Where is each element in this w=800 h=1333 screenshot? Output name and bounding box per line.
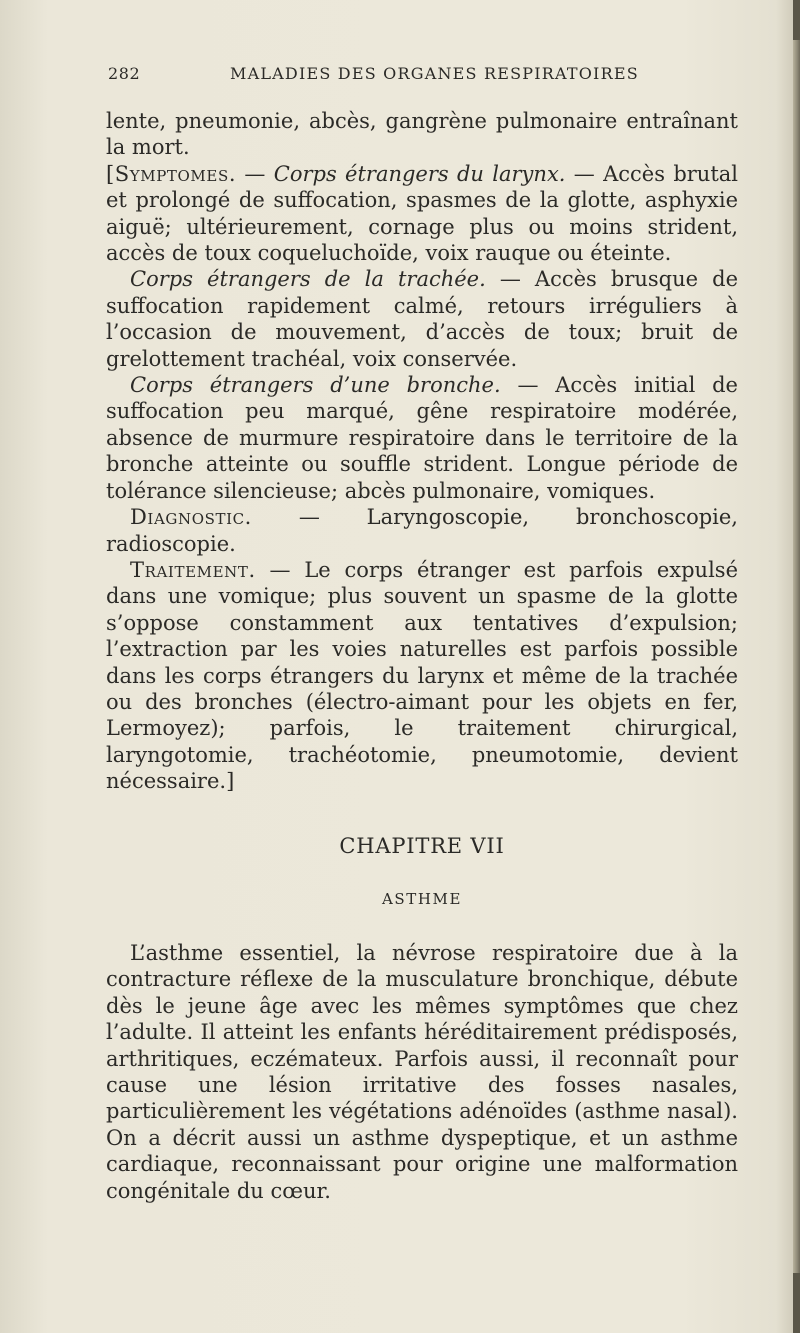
paragraph-symptoms-larynx xyxy=(106,161,738,267)
page-number: 282 xyxy=(108,64,141,83)
subsection-title-larynx: Corps étrangers du larynx. xyxy=(273,161,566,186)
paragraph-text-treatment: — Le corps étranger est parfois expulsé dans une vomique; plus souvent un spasme de la glotte s’oppose constamment aux tentatives d’expulsion; l’extraction par les voies naturelles est parfois possible dans les corps étrangers du larynx et même de la trachée ou des bronches (électro-aimant pour les objets en fer, Lermoyez); parfois, le traitement chirurgical, laryngotomie, trachéotomie, pneumotomie, devient nécessaire.] xyxy=(106,557,738,794)
paragraph-continuation: lente, pneumonie, abcès, gangrène pulmonaire entraînant la mort. xyxy=(106,109,738,160)
page-edge-bottom xyxy=(793,1273,800,1333)
section-label-treatment: Traitement. xyxy=(130,557,256,582)
section-label-diagnostic: Diagnostic. xyxy=(130,505,252,530)
subsection-title-trachea: Corps étrangers de la trachée. xyxy=(130,267,486,292)
paragraph-treatment xyxy=(106,557,738,795)
paragraph-text-larynx: — Accès brutal et prolongé de suffocation, spasmes de la glotte, asphyxie aiguë; ultérieurement, cornage plus ou moins strident, accès de toux coqueluchoïde, voix rauque ou éteinte. xyxy=(106,161,738,266)
paragraph-text-diagnostic: — Laryngoscopie, bronchoscopie, radioscopie. xyxy=(106,505,738,556)
paragraph-asthma: L’asthme essentiel, la névrose respiratoire due à la contracture réflexe de la musculature bronchique, débute dès le jeune âge avec les mêmes symptômes que chez l’adulte. Il atteint les enfants héréditairement prédisposés, arthritiques, eczémateux. Parfois aussi, il reconnaît pour cause une lésion irritative des fosses nasales, particulièrement les végétations adénoïdes (asthme nasal). On a décrit aussi un asthme dyspeptique, et un asthme cardiaque, reconnaissant pour origine une malformation congénitale du cœur. xyxy=(106,941,738,1203)
dash: — xyxy=(236,161,274,186)
paragraph-bronchus xyxy=(106,372,738,504)
page-header xyxy=(108,64,738,88)
running-title: MALADIES DES ORGANES RESPIRATOIRES xyxy=(230,64,639,83)
section-label-symptoms: [Symptomes. xyxy=(106,161,237,186)
page-edge xyxy=(793,0,800,1333)
paragraph-diagnostic xyxy=(106,504,738,557)
paragraph-text-trachea: — Accès brusque de suffocation rapidement calmé, retours irréguliers à l’occasion de mouvement, d’accès de toux; bruit de grelottement trachéal, voix conservée. xyxy=(106,267,738,371)
chapter-heading: CHAPITRE VII xyxy=(339,834,505,858)
paragraph-trachea xyxy=(106,266,738,372)
paragraph-text-bronchus: — Accès initial de suffocation peu marqué, gêne respiratoire modérée, absence de murmure respiratoire dans le territoire de la bronche atteinte ou souffle strident. Longue période de tolérance silencieuse; abcès pulmonaire, vomiques. xyxy=(106,373,738,503)
chapter-subheading: ASTHME xyxy=(381,890,463,908)
subsection-title-bronchus: Corps étrangers d’une bronche. xyxy=(130,373,501,398)
body-text xyxy=(106,108,738,795)
chapter-body xyxy=(106,940,738,1204)
page-edge-top xyxy=(793,0,800,40)
